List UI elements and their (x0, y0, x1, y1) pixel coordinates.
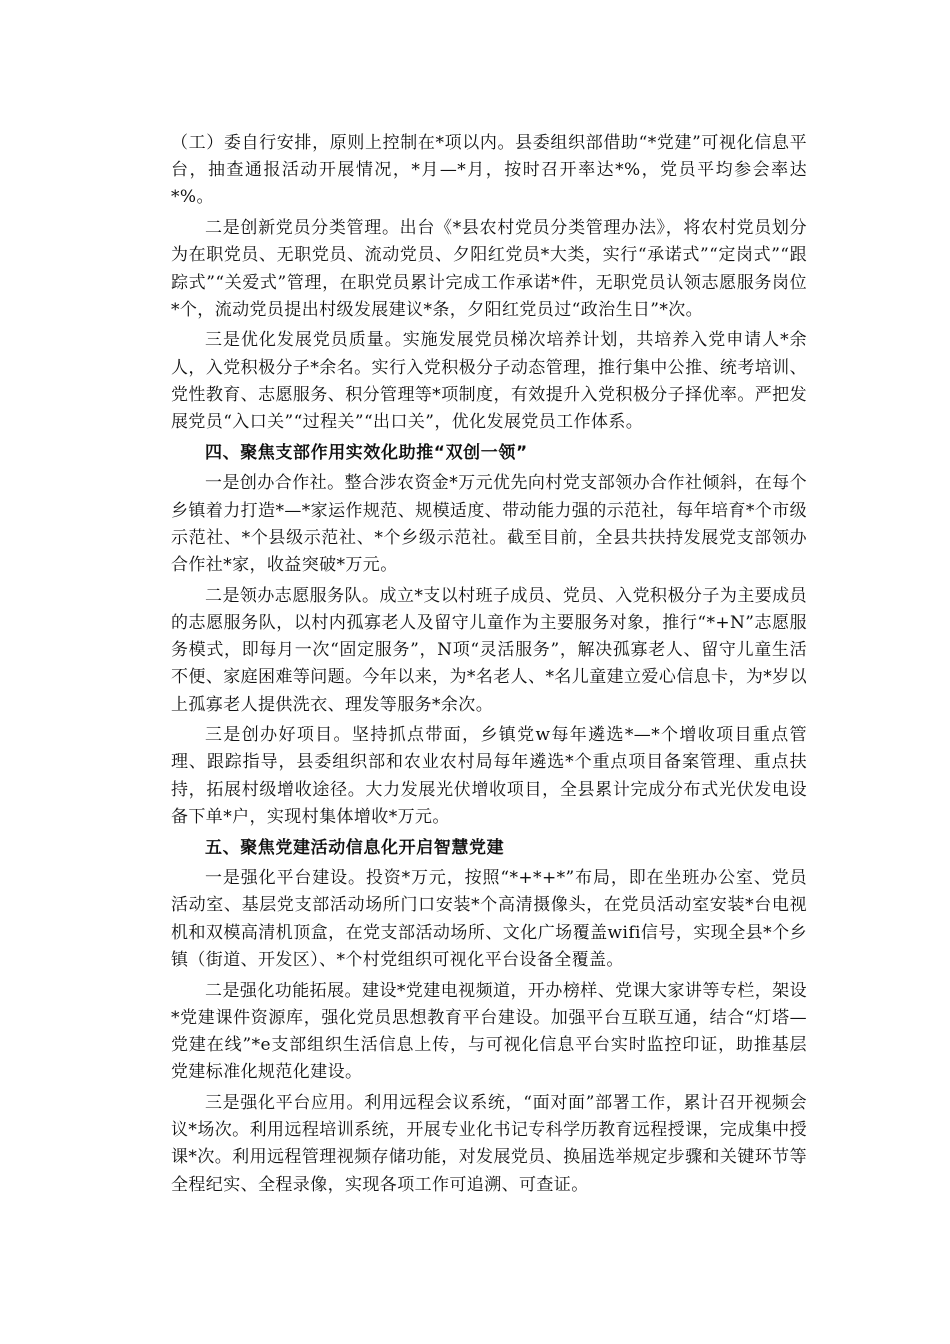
paragraph-3: 三是优化发展党员质量。实施发展党员梯次培养计划，共培养入党申请人*余人，入党积极分子*余名。实行入党积极分子动态管理，推行集中公推、统考培训、党性教育、志愿服务、积分管理等*项制度，有效提升入党积极分子择优率。严把发展党员“入口关”“过程关”“出口关”，优化发展党员工作体系。 (171, 330, 807, 433)
section-heading-5: 五、聚焦党建活动信息化开启智慧党建 (205, 837, 505, 858)
paragraph-9: 一是强化平台建设。投资*万元，按照“*+*+*”布局，即在坐班办公室、党员活动室、基层党支部活动场所门口安装*个高清摄像头，在党员活动室安装*台电视机和双模高清机顶盒，在党支部活动场所、文化广场覆盖wifi信号，实现全县*个乡镇（街道、开发区）、*个村党组织可视化平台设备全覆盖。 (171, 868, 807, 970)
paragraph-10: 二是强化功能拓展。建设*党建电视频道，开办榜样、党课大家讲等专栏，架设*党建课件资源库，强化党员思想教育平台建设。加强平台互联互通，结合“灯塔—党建在线”*e支部组织生活信息上传，与可视化信息平台实时监控印证，助推基层党建标准化规范化建设。 (171, 980, 807, 1083)
section-heading-4: 四、聚焦支部作用实效化助推“双创一领” (205, 442, 528, 463)
paragraph-1: （工）委自行安排，原则上控制在*项以内。县委组织部借助“*党建”可视化信息平台，抽查通报活动开展情况，*月—*月，按时召开率达*%，党员平均参会率达*%。 (171, 133, 807, 208)
paragraph-5: 一是创办合作社。整合涉农资金*万元优先向村党支部领办合作社倾斜，在每个乡镇着力打造*—*家运作规范、规模适度、带动能力强的示范社，每年培育*个市级示范社、*个县级示范社、*个乡级示范社。截至目前，全县共扶持发展党支部领办合作社*家，收益突破*万元。 (171, 473, 807, 576)
paragraph-2: 二是创新党员分类管理。出台《*县农村党员分类管理办法》，将农村党员划分为在职党员、无职党员、流动党员、夕阳红党员*大类，实行“承诺式”“定岗式”“跟踪式”“关爱式”管理，在职党员累计完成工作承诺*件，无职党员认领志愿服务岗位*个，流动党员提出村级发展建议*条，夕阳红党员过“政治生日”*次。 (171, 218, 807, 320)
paragraph-11: 三是强化平台应用。利用远程会议系统，“面对面”部署工作，累计召开视频会议*场次。利用远程培训系统，开展专业化书记专科学历教育远程授课，完成集中授课*次。利用远程管理视频存储功能，对发展党员、换届选举规定步骤和关键环节等全程纪实、全程录像，实现各项工作可追溯、可查证。 (171, 1092, 807, 1195)
document-body (171, 130, 807, 1202)
paragraph-6: 二是领办志愿服务队。成立*支以村班子成员、党员、入党积极分子为主要成员的志愿服务队，以村内孤寡老人及留守儿童作为主要服务对象，推行“*+N”志愿服务模式，即每月一次“固定服务”，N项“灵活服务”，解决孤寡老人、留守儿童生活不便、家庭困难等问题。今年以来，为*名老人、*名儿童建立爱心信息卡，为*岁以上孤寡老人提供洗衣、理发等服务*余次。 (171, 585, 807, 715)
paragraph-7: 三是创办好项目。坚持抓点带面，乡镇党w每年遴选*—*个增收项目重点管理、跟踪指导，县委组织部和农业农村局每年遴选*个重点项目备案管理、重点扶持，拓展村级增收途径。大力发展光伏增收项目，全县累计完成分布式光伏发电设备下单*户，实现村集体增收*万元。 (171, 725, 807, 827)
